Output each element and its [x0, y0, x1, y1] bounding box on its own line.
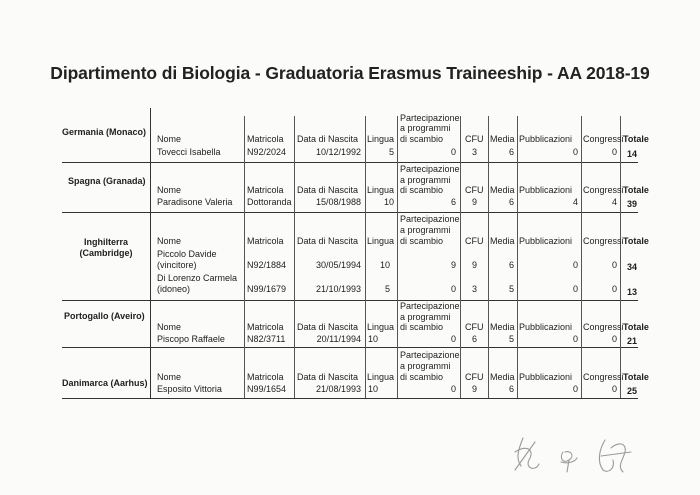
student-cfu: 6 — [471, 334, 477, 344]
header-cfu: CFU — [465, 185, 484, 195]
header-media: Media — [490, 236, 515, 246]
student-congressi: 0 — [611, 147, 617, 157]
header-media: Media — [490, 322, 515, 332]
header-totale: Totale — [623, 185, 649, 195]
student-name: Tovecci Isabella — [157, 147, 221, 157]
header-data-nascita: Data di Nascita — [297, 185, 359, 195]
country-label: Germania (Monaco) — [62, 127, 147, 137]
header-partecipazione: di scambio — [400, 185, 444, 195]
student-media: 6 — [508, 384, 514, 394]
header-data-nascita: Data di Nascita — [297, 322, 359, 332]
student-pubblicazioni: 0 — [572, 260, 578, 270]
student-birthdate: 21/08/1993 — [315, 384, 361, 394]
header-congressi: Congressi — [583, 185, 624, 195]
header-pubblicazioni: Pubblicazioni — [519, 322, 573, 332]
header-partecipazione: Partecipazione — [400, 301, 460, 311]
header-pubblicazioni: Pubblicazioni — [519, 134, 573, 144]
student-matricola: N99/1679 — [247, 284, 287, 294]
header-partecipazione: di scambio — [400, 134, 444, 144]
student-name: Piscopo Raffaele — [157, 334, 225, 344]
student-cfu: 9 — [471, 384, 477, 394]
student-matricola: N92/2024 — [247, 147, 287, 157]
student-name: Esposito Vittoria — [157, 384, 222, 394]
country-label: (Cambridge) — [79, 248, 133, 258]
header-lingua: Lingua — [367, 185, 395, 195]
student-media: 6 — [508, 260, 514, 270]
student-birthdate: 30/05/1994 — [315, 260, 361, 270]
student-partecipazione: 0 — [450, 147, 456, 157]
student-cfu: 9 — [471, 197, 477, 207]
country-label: Inghilterra — [83, 237, 128, 247]
student-lingua: 10 — [368, 384, 379, 394]
row-separator — [62, 162, 638, 163]
student-name: Piccolo Davide — [157, 249, 217, 259]
student-lingua: 10 — [368, 334, 379, 344]
header-media: Media — [490, 134, 515, 144]
header-media: Media — [490, 372, 515, 382]
row-separator — [62, 347, 638, 348]
header-partecipazione: Partecipazione — [400, 214, 460, 224]
student-pubblicazioni: 0 — [572, 334, 578, 344]
student-congressi: 0 — [611, 384, 617, 394]
header-partecipazione: a programmi — [400, 312, 451, 322]
header-congressi: Congressi — [583, 322, 624, 332]
header-partecipazione: Partecipazione — [400, 113, 460, 123]
header-partecipazione: Partecipazione — [400, 350, 460, 360]
student-status: (idoneo) — [157, 284, 191, 294]
student-cfu: 9 — [471, 260, 477, 270]
header-data-nascita: Data di Nascita — [297, 134, 359, 144]
column-separator — [150, 108, 151, 398]
header-partecipazione: di scambio — [400, 372, 444, 382]
column-separator — [488, 116, 489, 398]
student-pubblicazioni: 0 — [572, 147, 578, 157]
row-separator — [62, 300, 638, 301]
document-title: Dipartimento di Biologia - Graduatoria Erasmus Traineeship - AA 2018-19 — [50, 63, 650, 83]
header-cfu: CFU — [465, 322, 484, 332]
header-totale: Totale — [623, 372, 649, 382]
header-lingua: Lingua — [367, 134, 395, 144]
student-partecipazione: 9 — [450, 260, 456, 270]
header-data-nascita: Data di Nascita — [297, 372, 359, 382]
column-separator — [460, 116, 461, 398]
column-separator — [294, 116, 295, 398]
column-separator — [581, 116, 582, 398]
student-totale: 39 — [626, 199, 637, 209]
column-separator — [244, 116, 245, 398]
student-lingua: 10 — [383, 197, 394, 207]
header-totale: Totale — [623, 322, 649, 332]
student-totale: 34 — [626, 262, 637, 272]
student-cfu: 3 — [471, 284, 477, 294]
header-partecipazione: di scambio — [400, 236, 444, 246]
column-separator — [517, 116, 518, 398]
header-partecipazione: di scambio — [400, 322, 444, 332]
student-totale: 21 — [626, 336, 637, 346]
header-partecipazione: a programmi — [400, 175, 451, 185]
header-lingua: Lingua — [367, 236, 395, 246]
header-matricola: Matricola — [247, 185, 284, 195]
student-partecipazione: 0 — [450, 384, 456, 394]
header-partecipazione: Partecipazione — [400, 164, 460, 174]
student-pubblicazioni: 0 — [572, 284, 578, 294]
header-nome: Nome — [157, 322, 182, 332]
header-cfu: CFU — [465, 236, 484, 246]
student-pubblicazioni: 4 — [572, 197, 578, 207]
header-data-nascita: Data di Nascita — [297, 236, 359, 246]
column-separator — [365, 116, 366, 398]
student-birthdate: 21/10/1993 — [315, 284, 361, 294]
header-media: Media — [490, 185, 515, 195]
header-matricola: Matricola — [247, 134, 284, 144]
student-name: Di Lorenzo Carmela — [157, 273, 238, 283]
header-pubblicazioni: Pubblicazioni — [519, 372, 573, 382]
header-partecipazione: a programmi — [400, 123, 451, 133]
student-lingua: 10 — [379, 260, 390, 270]
student-cfu: 3 — [471, 147, 477, 157]
row-separator — [62, 212, 638, 213]
student-media: 6 — [508, 147, 514, 157]
student-birthdate: 20/11/1994 — [316, 334, 361, 344]
header-pubblicazioni: Pubblicazioni — [519, 236, 573, 246]
header-congressi: Congressi — [583, 236, 624, 246]
header-nome: Nome — [157, 134, 182, 144]
row-separator — [62, 398, 638, 399]
student-matricola: N92/1884 — [247, 260, 287, 270]
student-lingua: 5 — [388, 147, 394, 157]
student-congressi: 0 — [611, 260, 617, 270]
header-cfu: CFU — [465, 372, 484, 382]
student-partecipazione: 0 — [450, 284, 456, 294]
student-partecipazione: 0 — [450, 334, 456, 344]
country-label: Spagna (Granada) — [68, 176, 146, 186]
header-congressi: Congressi — [583, 134, 624, 144]
header-nome: Nome — [157, 236, 182, 246]
header-nome: Nome — [157, 372, 182, 382]
column-separator — [397, 116, 398, 398]
header-matricola: Matricola — [247, 322, 284, 332]
handwritten-signatures — [505, 430, 655, 480]
header-matricola: Matricola — [247, 236, 284, 246]
header-totale: Totale — [623, 236, 649, 246]
header-partecipazione: a programmi — [400, 225, 451, 235]
header-totale: Totale — [623, 134, 649, 144]
student-partecipazione: 6 — [450, 197, 456, 207]
header-lingua: Lingua — [367, 322, 395, 332]
country-label: Danimarca (Aarhus) — [62, 378, 148, 388]
student-congressi: 0 — [611, 284, 617, 294]
header-pubblicazioni: Pubblicazioni — [519, 185, 573, 195]
student-lingua: 5 — [384, 284, 390, 294]
header-lingua: Lingua — [367, 372, 395, 382]
student-matricola: N99/1654 — [247, 384, 287, 394]
student-totale: 13 — [626, 287, 637, 297]
student-status: (vincitore) — [157, 260, 197, 270]
student-media: 5 — [508, 334, 514, 344]
header-cfu: CFU — [465, 134, 484, 144]
student-media: 5 — [508, 284, 514, 294]
student-pubblicazioni: 0 — [572, 384, 578, 394]
student-matricola: Dottoranda — [247, 197, 292, 207]
country-label: Portogallo (Aveiro) — [64, 311, 145, 321]
student-totale: 14 — [626, 149, 637, 159]
student-birthdate: 10/12/1992 — [315, 147, 361, 157]
student-birthdate: 15/08/1988 — [315, 197, 361, 207]
student-media: 6 — [508, 197, 514, 207]
header-nome: Nome — [157, 185, 182, 195]
student-name: Paradisone Valeria — [157, 197, 233, 207]
student-congressi: 0 — [611, 334, 617, 344]
student-totale: 25 — [626, 386, 637, 396]
header-matricola: Matricola — [247, 372, 284, 382]
student-congressi: 4 — [611, 197, 617, 207]
student-matricola: N82/3711 — [247, 334, 286, 344]
header-partecipazione: a programmi — [400, 361, 451, 371]
header-congressi: Congressi — [583, 372, 624, 382]
